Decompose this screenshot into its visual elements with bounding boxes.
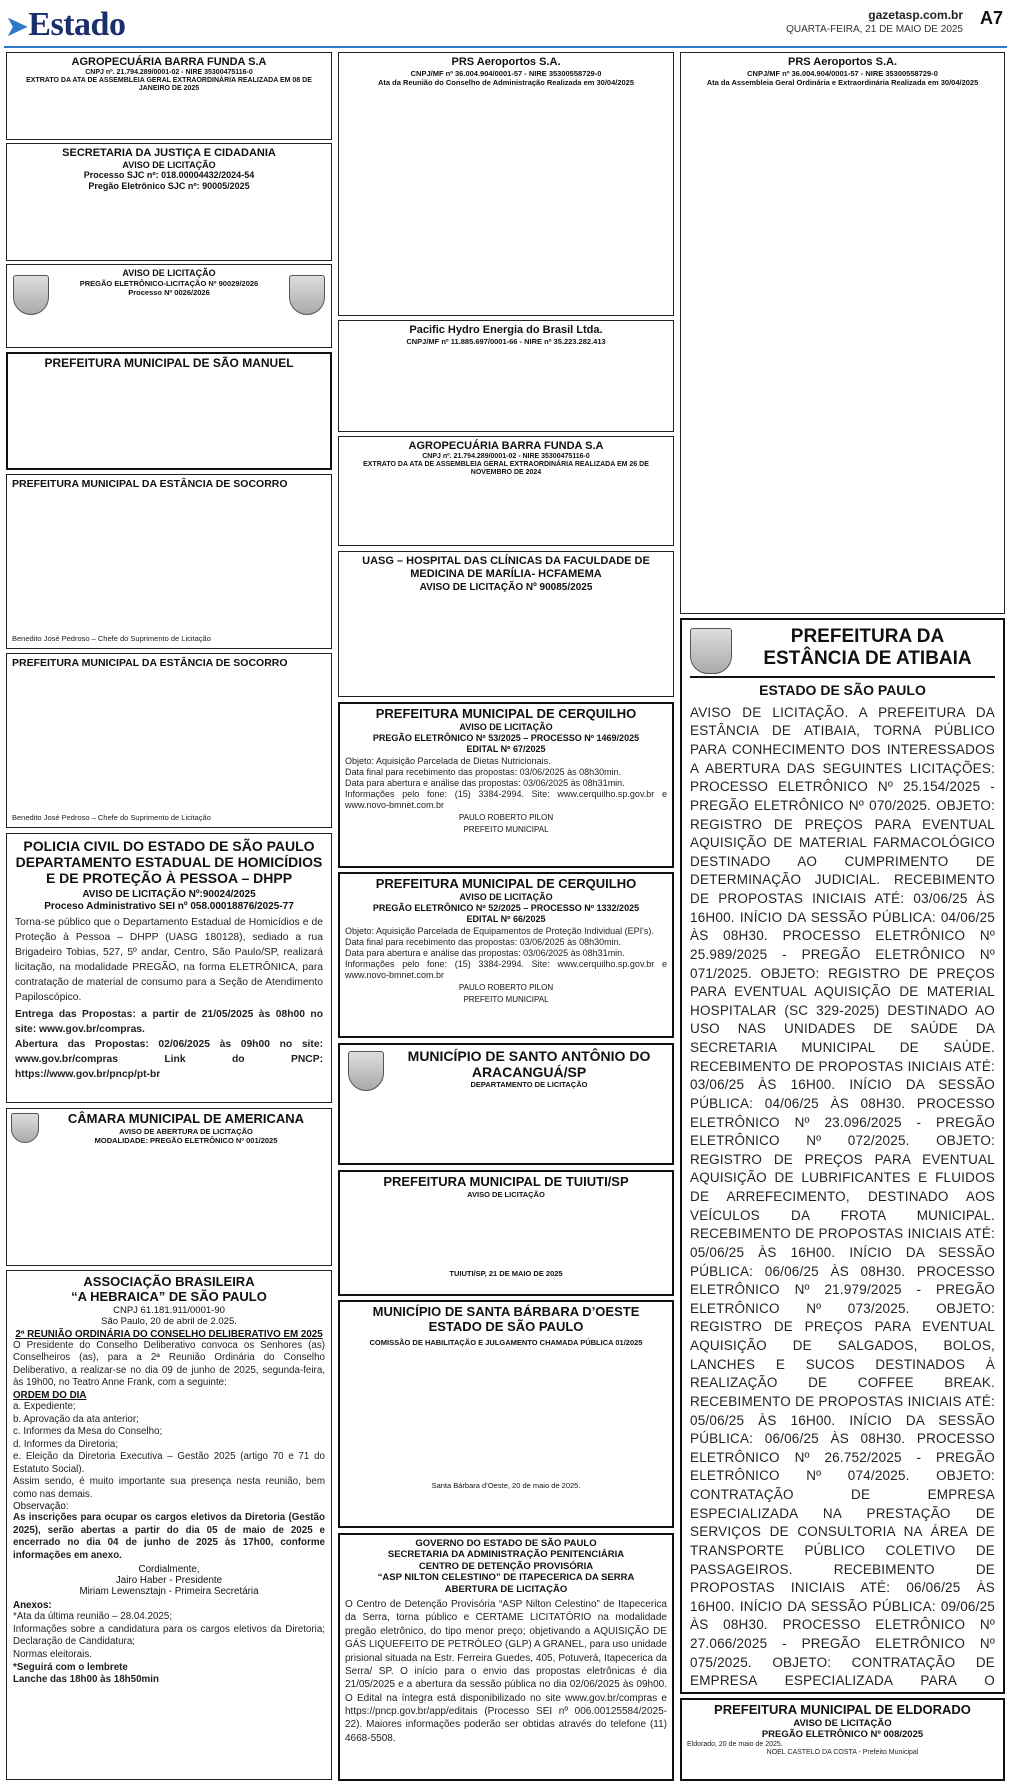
hebraica-attendance-note: Assim sendo, é muito importante sua presença nesta reunião, bem como nas demais. bbox=[13, 1476, 325, 1500]
agro2-subtitle: EXTRATO DA ATA DE ASSEMBLEIA GERAL EXTRAORDINÁRIA REALIZADA EM 26 DE NOVEMBRO DE 2024 bbox=[363, 461, 649, 477]
cerq2-edital: EDITAL Nº 66/2025 bbox=[466, 913, 546, 924]
policia-notice bbox=[6, 264, 332, 348]
socorro1-signature: Benedito José Pedroso – Chefe do Suprimento de Licitação bbox=[12, 633, 211, 643]
hebraica-snack: Lanche das 18h00 às 18h50min bbox=[13, 1674, 159, 1686]
socorro2-signature: Benedito José Pedroso – Chefe do Suprimento de Licitação bbox=[12, 812, 211, 822]
cerq1-info: Informações pelo fone: (15) 3384-2994. Site: www.cerquilho.sp.gov.br e www.novo-bmnet.com.br bbox=[345, 789, 667, 811]
cerq1-pregao: PREGÃO ELETRÔNICO Nº 53/2025 – PROCESSO Nº 1469/2025 bbox=[372, 732, 640, 743]
prs1-cnpj: CNPJ/MF nº 36.004.904/0001-57 - NIRE 35300558729-0 bbox=[410, 68, 602, 78]
cerq2-signer-role: PREFEITO MUNICIPAL bbox=[463, 995, 549, 1005]
hebraica-agenda-item: e. Eleição da Diretoria Executiva – Gestão 2025 (artigo 70 e 71 do Estatuto Social). bbox=[13, 1451, 325, 1475]
santoantonio-department: DEPARTAMENTO DE LICITAÇÃO bbox=[470, 1080, 588, 1090]
policia-pregao: PREGÃO ELETRÔNICO-LICITAÇÃO Nº 90029/2026 bbox=[79, 278, 259, 288]
agro1-subtitle: EXTRATO DA ATA DE ASSEMBLEIA GERAL EXTRAORDINÁRIA REALIZADA EM 08 DE JANEIRO DE 2025 bbox=[26, 77, 312, 93]
cerq2-pregao: PREGÃO ELETRÔNICO Nº 52/2025 – PROCESSO Nº 1332/2025 bbox=[372, 902, 640, 913]
itapecerica-center: CENTRO DE DETENÇÃO PROVISÓRIA bbox=[418, 1560, 594, 1572]
atibaia-notice bbox=[680, 618, 1005, 1694]
dhpp-opening: Abertura das Propostas: 02/06/2025 às 09h00 no site: www.gov.br/compras Link do PNCP: https://www.gov.br/pncp/pt-br bbox=[15, 1038, 323, 1080]
hebraica-agenda-item: a. Expediente; bbox=[13, 1401, 76, 1412]
cerq2-notice bbox=[338, 872, 674, 1038]
header-rule bbox=[4, 46, 1007, 48]
justica-notice-label: AVISO DE LICITAÇÃO bbox=[122, 159, 216, 170]
uasg-notice-label: AVISO DE LICITAÇÃO Nº 90085/2025 bbox=[419, 582, 593, 594]
sbarbara-title: MUNICÍPIO DE SANTA BÁRBARA D’OESTE ESTADO DE SÃO PAULO bbox=[372, 1304, 640, 1334]
cerq1-edital: EDITAL Nº 67/2025 bbox=[466, 743, 546, 754]
americana-notice-label: AVISO DE ABERTURA DE LICITAÇÃO bbox=[119, 1126, 253, 1136]
eldorado-pregao: PREGÃO ELETRÔNICO Nº 008/2025 bbox=[761, 1729, 924, 1741]
police-crest-icon bbox=[13, 275, 49, 315]
itapecerica-government: GOVERNO DO ESTADO DE SÃO PAULO bbox=[415, 1538, 597, 1549]
santoantonio-notice bbox=[338, 1043, 674, 1165]
cerq2-notice-label: AVISO DE LICITAÇÃO bbox=[459, 891, 553, 902]
hebraica-president: Jairo Haber - Presidente bbox=[115, 1575, 223, 1587]
agro1-cnpj: CNPJ nº. 21.794.289/0001-02 - NIRE 35300475116-0 bbox=[85, 68, 253, 76]
cerq1-signer: PAULO ROBERTO PILON bbox=[458, 813, 554, 823]
prs1-title: PRS Aeroportos S.A. bbox=[451, 56, 561, 68]
prs2-subtitle: Ata da Assembleia Geral Ordinária e Extraordinária Realizada em 30/04/2025 bbox=[706, 77, 979, 87]
prs1-notice bbox=[338, 52, 674, 316]
atibaia-crest-icon bbox=[690, 628, 732, 674]
arrow-icon: ➤ bbox=[6, 12, 28, 41]
hebraica-registration: As inscrições para ocupar os cargos eletivos da Diretoria (Gestão 2025), serão abertas a partir do dia 05 de maio de 2025 e encerrado no dia 04 de junho de 2025 às 17h00, conforme informações em anexo. bbox=[13, 1512, 325, 1561]
hebraica-notice bbox=[6, 1270, 332, 1780]
prs2-notice bbox=[680, 52, 1005, 614]
cerq2-object: Objeto: Aquisição Parcelada de Equipamentos de Proteção Individual (EPI's). bbox=[345, 926, 654, 937]
cerq1-object: Objeto: Aquisição Parcelada de Dietas Nutricionais. bbox=[345, 756, 551, 767]
hebraica-title: ASSOCIAÇÃO BRASILEIRA bbox=[83, 1274, 255, 1289]
prs2-cnpj: CNPJ/MF nº 36.004.904/0001-57 - NIRE 35300558729-0 bbox=[747, 68, 938, 78]
saomanuel-notice bbox=[6, 352, 332, 470]
hebraica-city-date: São Paulo, 20 de abril de 2.025. bbox=[101, 1315, 237, 1327]
prs2-title: PRS Aeroportos S.A. bbox=[788, 56, 897, 68]
site-url[interactable]: gazetasp.com.br bbox=[868, 8, 963, 22]
eldorado-signature: NOEL CASTELO DA COSTA - Prefeito Municipal bbox=[766, 1749, 919, 1757]
americana-pregao: MODALIDADE: PREGÃO ELETRÔNICO Nº 001/2025 bbox=[94, 1135, 278, 1145]
tuiuti-date: TUIUTI/SP, 21 DE MAIO DE 2025 bbox=[449, 1269, 563, 1278]
americana-title: CÂMARA MUNICIPAL DE AMERICANA bbox=[67, 1111, 305, 1126]
socorro2-title: PREFEITURA MUNICIPAL DA ESTÂNCIA DE SOCORRO bbox=[12, 657, 288, 669]
cerq1-notice-label: AVISO DE LICITAÇÃO bbox=[459, 721, 553, 732]
socorro2-notice bbox=[6, 653, 332, 828]
hebraica-subtitle: “A HEBRAICA” DE SÃO PAULO bbox=[71, 1288, 267, 1304]
hebraica-attachment: Normas eleitorais. bbox=[13, 1648, 92, 1660]
tuiuti-title: PREFEITURA MUNICIPAL DE TUIUTI/SP bbox=[383, 1174, 629, 1189]
uasg-notice bbox=[338, 551, 674, 697]
hebraica-attachments-label: Anexos: bbox=[13, 1600, 52, 1612]
masthead-logo bbox=[6, 6, 125, 44]
pacific-notice bbox=[338, 320, 674, 432]
dhpp-proposals: Entrega das Propostas: a partir de 21/05/2025 às 08h00 no site: www.gov.br/compras. bbox=[15, 1008, 323, 1035]
cerq1-opening: Data para abertura e análise das propostas: 03/06/2025 às 08h31min. bbox=[345, 778, 625, 789]
atibaia-body: AVISO DE LICITAÇÃO. A PREFEITURA DA ESTÂNCIA DE ATIBAIA, TORNA PÚBLICO PARA CONHECIMENTO DOS INTERESSADOS A ABERTURA DAS SEGUINTES LICITAÇÕES: PROCESSO ELETRÔNICO Nº 25.154/2025 - PREGÃO ELETRÔNICO Nº 070/2025. OBJETO: REGISTRO DE PREÇOS PARA EVENTUAL AQUISIÇÃO DE MATERIAL FARMACOLÓGICO DESTINADO AO CUMPRIMENTO DE DETERMINAÇÃO JUDICIAL. RECEBIMENTO DE PROPOSTAS INICIAIS ATÉ: 03/06/25 ÀS 16H00. INÍCIO DA SESSÃO PÚBLICA: 04/06/25 ÀS 08H30. PROCESSO ELETRÔNICO Nº 25.989/2025 - PREGÃO ELETRÔNICO Nº 071/2025. OBJETO: REGISTRO DE PREÇOS PARA EVENTUAL AQUISIÇÃO DE MATERIAL HOSPITALAR (SC 329-2025) DESTINADO AO USO NAS UNIDADES DE SAÚDE DA SECRETARIA MUNICIPAL DE SAÚDE. RECEBIMENTO DE PROPOSTAS INICIAIS ATÉ: 03/06/25 ÀS 16H00. INÍCIO DA SESSÃO PÚBLICA: 04/06/25 ÀS 08H30. PROCESSO ELETRÔNICO Nº 23.096/2025 - PREGÃO ELETRÔNICO Nº 072/2025. OBJETO: REGISTRO DE PREÇOS PARA EVENTUAL AQUISIÇÃO DE LUBRIFICANTES E FLUIDOS DE ARREFECIMENTO, DESTINADO AOS VEÍCULOS DA FROTA MUNICIPAL. RECEBIMENTO DE PROPOSTAS INICIAIS ATÉ: 05/06/25 ÀS 16H00. INÍCIO DA SESSÃO PÚBLICA: 06/06/25 ÀS 08H30. PROCESSO ELETRÔNICO Nº 21.979/2025 - PREGÃO ELETRÔNICO Nº 073/2025. OBJETO: REGISTRO DE PREÇOS PARA EVENTUAL AQUISIÇÃO DE SALGADOS, BOLOS, LANCHES E SUCOS DESTINADOS À REALIZAÇÃO DE COFFEE BREAK. RECEBIMENTO DE PROPOSTAS INICIAIS ATÉ: 05/06/25 ÀS 16H00. INÍCIO DA SESSÃO PÚBLICA: 06/06/25 ÀS 08H30. PROCESSO ELETRÔNICO Nº 26.752/2025 - PREGÃO ELETRÔNICO Nº 074/2025. OBJETO: CONTRATAÇÃO DE EMPRESA ESPECIALIZADA NA PRESTAÇÃO DE SERVIÇOS DE CONSULTORIA NA ÁREA DE TRANSPORTE PÚBLICO COLETIVO DE PASSAGEIROS. RECEBIMENTO DE PROPOSTAS INICIAIS ATÉ: 06/06/25 ÀS 16H00. INÍCIO DA SESSÃO PÚBLICA: 09/06/25 ÀS 08H30. PROCESSO ELETRÔNICO Nº 27.066/2025 - PREGÃO ELETRÔNICO Nº 075/2025. OBJETO: CONTRATAÇÃO DE EMPRESA ESPECIALIZADA PARA O bbox=[690, 704, 995, 1689]
atibaia-state: ESTADO DE SÃO PAULO bbox=[690, 676, 995, 698]
hebraica-cnpj: CNPJ 61.181.911/0001-90 bbox=[113, 1304, 225, 1316]
cerq2-info: Informações pelo fone: (15) 3384-2994. Site: www.cerquilho.sp.gov.br e www.novo-bmnet.com.br bbox=[345, 959, 667, 981]
dhpp-notice bbox=[6, 833, 332, 1103]
itapecerica-center-name: “ASP NILTON CELESTINO” DE ITAPECERICA DA SERRA bbox=[377, 1572, 635, 1584]
hebraica-agenda-item: b. Aprovação da ata anterior; bbox=[13, 1413, 139, 1425]
state-crest-icon bbox=[289, 275, 325, 315]
cerq2-opening: Data para abertura e análise das propostas: 03/06/2025 às 08h31min. bbox=[345, 948, 625, 959]
justica-title: SECRETARIA DA JUSTIÇA E CIDADANIA bbox=[62, 147, 276, 159]
santoantonio-title: MUNICÍPIO DE SANTO ANTÔNIO DO ARACANGUÁ/SP bbox=[407, 1048, 651, 1081]
hebraica-attachment: Informações sobre a candidatura para os cargos eletivos da Diretoria; Declaração de Candidatura; bbox=[13, 1623, 325, 1648]
hebraica-attachment: *Ata da última reunião – 28.04.2025; bbox=[13, 1611, 173, 1623]
pacific-cnpj: CNPJ/MF nº 11.885.697/0001-66 - NIRE nº 35.223.282.413 bbox=[406, 336, 606, 346]
eldorado-notice bbox=[680, 1698, 1005, 1781]
socorro1-notice bbox=[6, 474, 332, 649]
itapecerica-body: O Centro de Detenção Provisória “ASP Nilton Celestino” de Itapecerica da Serra, torna público e CERTAME LICITATÓRIO na modalidade pregão eletrônico, do tipo menor preço; objetivando a AQUISIÇÃO DE GÁS LIQUEFEITO DE PETRÓLEO (GLP) A GRANEL, para uso unidade prisional situada na Estr. Ferreira Guedes, 405, Potuverá, Itapecerica da Serra/ SP. O início para o envio das propostas eletrônicas é dia 21/05/2025 e a abertura da sessão pública no dia 02/06/2025 às 09h00. O Edital na íntegra está disponibilizado no site www.gov.br/compras e https://pncp.gov.br/app/editais (Processo SEI nº 006.00125584/2025-22). Maiores informações poderão ser obtidas através do telefone (11) 4668-5508. bbox=[345, 1598, 667, 1744]
dhpp-notice-label: AVISO DE LICITAÇÃO Nº:90024/2025 bbox=[82, 889, 256, 901]
itapecerica-notice bbox=[338, 1533, 674, 1781]
sbarbara-notice bbox=[338, 1300, 674, 1528]
page-number: A7 bbox=[979, 8, 1003, 28]
hebraica-regards: Cordialmente, bbox=[138, 1564, 200, 1576]
eldorado-title: PREFEITURA MUNICIPAL DE ELDORADO bbox=[714, 1702, 971, 1717]
americana-crest-icon bbox=[11, 1113, 39, 1143]
policia-process: Processo Nº 0026/2026 bbox=[128, 287, 210, 297]
cerq1-signer-role: PREFEITO MUNICIPAL bbox=[463, 825, 549, 835]
hebraica-convocation: O Presidente do Conselho Deliberativo convoca os Senhores (as) Conselheiros (as), para a 2ª Reunião Ordinária do Conselho Deliberativo, a realizar-se no dia 09 de junho de 2025, segunda-feira, às 19h00, no Teatro Anne Frank, com a seguinte: bbox=[13, 1339, 325, 1389]
hebraica-observation-label: Observação: bbox=[13, 1501, 69, 1513]
hebraica-agenda-title: ORDEM DO DIA bbox=[13, 1390, 87, 1401]
pacific-title: Pacific Hydro Energia do Brasil Ltda. bbox=[409, 324, 603, 336]
saomanuel-title: PREFEITURA MUNICIPAL DE SÃO MANUEL bbox=[44, 356, 294, 370]
justica-process: Processo SJC nº: 018.00004432/2024-54 bbox=[83, 170, 255, 181]
eldorado-date: Eldorado, 20 de maio de 2025. bbox=[687, 1740, 783, 1748]
hebraica-agenda-item: d. Informes da Diretoria; bbox=[13, 1438, 119, 1450]
sbarbara-date: Santa Bárbara d’Oeste, 20 de maio de 2025. bbox=[431, 1481, 581, 1490]
agro2-title: AGROPECUÁRIA BARRA FUNDA S.A bbox=[408, 440, 604, 452]
agro2-notice bbox=[338, 436, 674, 546]
cerq2-signer: PAULO ROBERTO PILON bbox=[458, 983, 554, 993]
agro2-cnpj: CNPJ nº. 21.794.289/0001-02 - NIRE 35300475116-0 bbox=[422, 452, 590, 460]
cerq2-deadline: Data final para recebimento das propostas: 03/06/2025 às 08h30min. bbox=[345, 937, 622, 948]
hebraica-secretary: Miriam Lewensztajn - Primeira Secretária bbox=[79, 1586, 259, 1598]
masthead-title: Estado bbox=[28, 6, 126, 43]
cerq1-title: PREFEITURA MUNICIPAL DE CERQUILHO bbox=[375, 706, 637, 721]
dhpp-body: Torna-se público que o Departamento Estadual de Homicídios e de Proteção à Pessoa – DHPP (UASG 180128), sediado a rua Brigadeiro Tobias, 527, 5º andar, Centro, São Paulo/SP, realizará licitação, na modalidade PREGÃO, na forma ELETRÔNICA, para contratação de material de consumo para a Seção de Atendimento Papiloscópico. bbox=[15, 917, 323, 1003]
eldorado-notice-label: AVISO DE LICITAÇÃO bbox=[793, 1717, 892, 1729]
prs1-subtitle: Ata da Reunião do Conselho de Administração Realizada em 30/04/2025 bbox=[377, 77, 635, 87]
cerq2-title: PREFEITURA MUNICIPAL DE CERQUILHO bbox=[375, 876, 637, 891]
americana-notice bbox=[6, 1108, 332, 1266]
justica-pregao: Pregão Eletrônico SJC nº: 90005/2025 bbox=[88, 181, 250, 192]
dhpp-department: DEPARTAMENTO ESTADUAL DE HOMICÍDIOS E DE PROTEÇÃO À PESSOA – DHPP bbox=[15, 854, 323, 887]
hebraica-agenda-item: c. Informes da Mesa do Conselho; bbox=[13, 1426, 163, 1438]
dhpp-process: Proceso Administrativo SEI nº 058.00018876/2025-77 bbox=[44, 901, 294, 913]
justica-notice bbox=[6, 143, 332, 261]
hebraica-reminder: *Seguirá com o lembrete bbox=[13, 1661, 128, 1673]
itapecerica-heading: ABERTURA DE LICITAÇÃO bbox=[444, 1583, 568, 1595]
itapecerica-secretariat: SECRETARIA DA ADMINISTRAÇÃO PENITENCIÁRIA bbox=[387, 1549, 625, 1561]
tuiuti-notice bbox=[338, 1170, 674, 1296]
agro1-notice bbox=[6, 52, 332, 140]
sbarbara-committee: COMISSÃO DE HABILITAÇÃO E JULGAMENTO CHAMADA PÚBLICA 01/2025 bbox=[369, 1337, 643, 1347]
hebraica-meeting-heading: 2ª REUNIÃO ORDINÁRIA DO CONSELHO DELIBERATIVO EM 2025 bbox=[15, 1328, 323, 1340]
issue-date: QUARTA-FEIRA, 21 DE MAIO DE 2025 bbox=[786, 24, 963, 35]
policia-title: AVISO DE LICITAÇÃO bbox=[122, 268, 216, 278]
socorro1-title: PREFEITURA MUNICIPAL DA ESTÂNCIA DE SOCORRO bbox=[12, 478, 288, 490]
cerq1-notice bbox=[338, 702, 674, 868]
masthead bbox=[0, 0, 1011, 44]
santoantonio-crest-icon bbox=[348, 1051, 384, 1091]
atibaia-title: PREFEITURA DA ESTÂNCIA DE ATIBAIA bbox=[763, 626, 972, 669]
uasg-title: UASG – HOSPITAL DAS CLÍNICAS DA FACULDADE DE MEDICINA DE MARÍLIA- HCFAMEMA bbox=[362, 555, 650, 580]
dhpp-title: POLICIA CIVIL DO ESTADO DE SÃO PAULO bbox=[23, 838, 315, 854]
agro1-title: AGROPECUÁRIA BARRA FUNDA S.A bbox=[71, 56, 267, 68]
tuiuti-notice-label: AVISO DE LICITAÇÃO bbox=[467, 1189, 545, 1199]
cerq1-deadline: Data final para recebimento das propostas: 03/06/2025 às 08h30min. bbox=[345, 767, 622, 778]
